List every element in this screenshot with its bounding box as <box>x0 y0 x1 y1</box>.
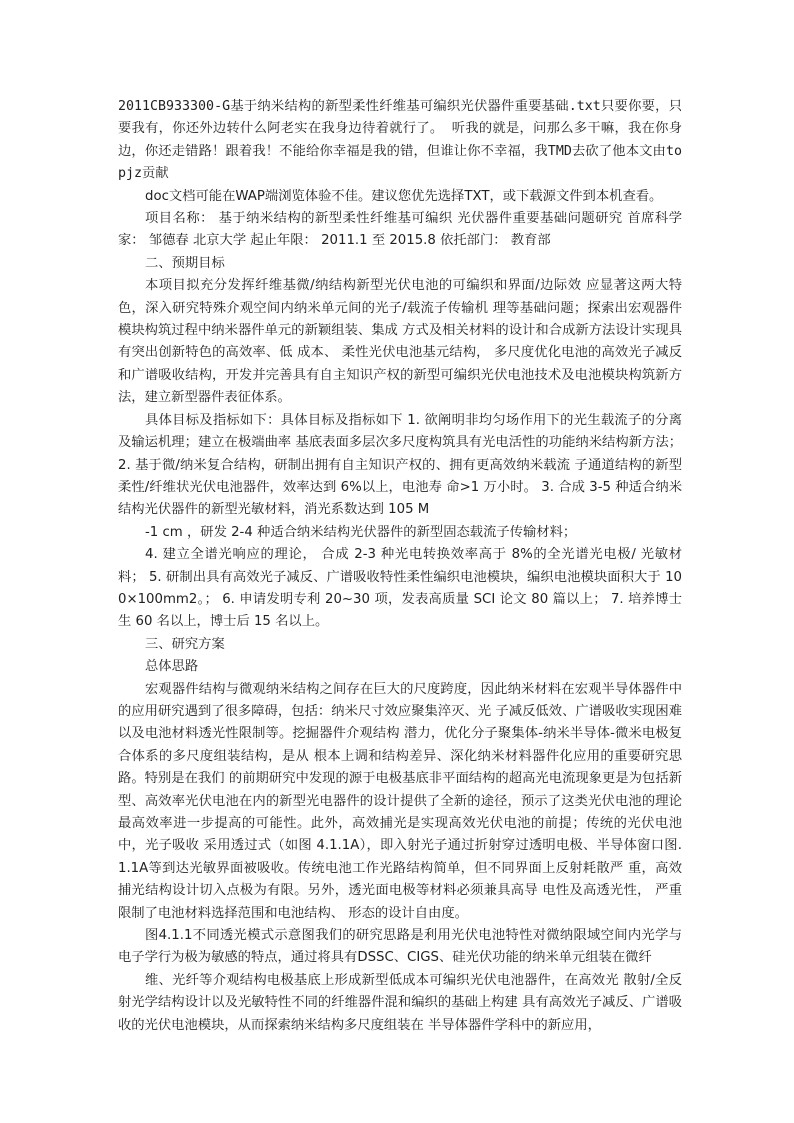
subheading-overall-approach: 总体思路 <box>145 659 199 675</box>
targets-paragraph: 具体目标及指标如下：具体目标及指标如下 1. 欲阐明非均匀场作用下的光生载流子的分离及输运机理；建立在极端曲率 基底表面多层次多尺度构筑具有光电活性的功能纳米结构新方法； 2. 基于微/纳米复合结构，研制出拥有自主知识产权的、拥有更高效纳米载流 子通道结构的新型柔性/纤维状光伏电池器件，效率达到 6%以上，电池寿 命>1 万小时。 3. 合成 3-5 种适合纳米结构光伏器件的新型光敏材料，消光系数达到 105 M <box>118 412 682 518</box>
title-paragraph: 2011CB933300-G基于纳米结构的新型柔性纤维基可编织光伏器件重要基础.txt只要你要，只要我有，你还外边转什么阿老实在我身边待着就行了。 听我的就是，问那么多干嘛，我在你身边，你还走错路！跟着我！不能给你幸福是我的错，但谁让你不幸福，我TMD去砍了他本文由topjz贡献 <box>118 99 682 182</box>
section-heading-research-plan: 三、研究方案 <box>145 636 225 652</box>
targets-continuation-paragraph: -1 cm ，研发 2-4 种适合纳米结构光伏器件的新型固态载流子传输材料； <box>145 524 577 540</box>
approach-continuation-paragraph: 维、光纤等介观结构电极基底上形成新型低成本可编织光伏电池器件，在高效光 散射/全反射光学结构设计以及光敏特性不同的纤维器件混和编织的基础上构建 具有高效光子减反、广谱吸收的光伏电池模块，从而探索纳米结构多尺度组装在 半导体器件学科中的新应用， <box>118 972 682 1033</box>
notice-paragraph: doc文档可能在WAP端浏览体验不佳。建议您优先选择TXT，或下载源文件到本机查看。 <box>145 188 663 204</box>
targets-list-paragraph: 4. 建立全谱光响应的理论， 合成 2-3 种光电转换效率高于 8%的全光谱光电极/ 光敏材料； 5. 研制出具有高效光子减反、广谱吸收特性柔性编织电池模块，编织电池模块面积大于 100×100mm2。； 6. 申请发明专利 20~30 项，发表高质量 SCI 论文 80 篇以上； 7. 培养博士生 60 名以上，博士后 15 名以上。 <box>118 547 682 630</box>
goals-paragraph: 本项目拟充分发挥纤维基微/纳结构新型光伏电池的可编织和界面/边际效 应显著这两大特色，深入研究特殊介观空间内纳米单元间的光子/载流子传输机 理等基础问题；探索出宏观器件模块构筑过程中纳米器件单元的新颖组装、集成 方式及相关材料的设计和合成新方法设计实现具有突出创新特色的高效率、低 成本、 柔性光伏电池基元结构， 多尺度优化电池的高效光子减反和广谱吸收结构，开发并完善具有自主知识产权的新型可编织光伏电池技术及电池模块构筑新方 法，建立新型器件表征体系。 <box>118 278 682 406</box>
approach-paragraph: 宏观器件结构与微观纳米结构之间存在巨大的尺度跨度，因此纳米材料在宏观半导体器件中的应用研究遇到了很多障碍，包括：纳米尺寸效应聚集淬灭、光 子减反低效、广谱吸收实现困难以及电池材料透光性限制等。挖掘器件介观结构 潜力，优化分子聚集体-纳米半导体-微米电极复合体系的多尺度组装结构，是从 根本上调和结构差异、深化纳米材料器件化应用的重要研究思路。特别是在我们 的前期研究中发现的源于电极基底非平面结构的超高光电流现象更是为包括新 型、高效率光伏电池在内的新型光电器件的设计提供了全新的途径，预示了这类光伏电池的理论最高效率进一步提高的可能性。此外，高效捕光是实现高效光伏电池的前提；传统的光伏电池中，光子吸收 采用透过式（如图 4.1.1A），即入射光子通过折射穿过透明电极、半导体窗口图.1.1A等到达光敏界面被吸收。传统电池工作光路结构简单，但不同界面上反射耗散严 重，高效捕光结构设计切入点极为有限。另外，透光面电极等材料必须兼具高导 电性及高透光性， 严重限制了电池材料选择范围和电池结构、 形态的设计自由度。 <box>118 681 682 921</box>
figure-caption-paragraph: 图4.1.1不同透光模式示意图我们的研究思路是利用光伏电池特性对微纳限域空间内光学与电子学行为极为敏感的特点，通过将具有DSSC、CIGS、硅光伏功能的纳米单元组装在微纤 <box>118 928 682 966</box>
project-info-paragraph: 项目名称： 基于纳米结构的新型柔性纤维基可编织 光伏器件重要基础问题研究 首席科学家： 邹德春 北京大学 起止年限： 2011.1 至 2015.8 依托部门： 教育部 <box>118 211 682 249</box>
section-heading-expected-goals: 二、预期目标 <box>145 255 225 271</box>
